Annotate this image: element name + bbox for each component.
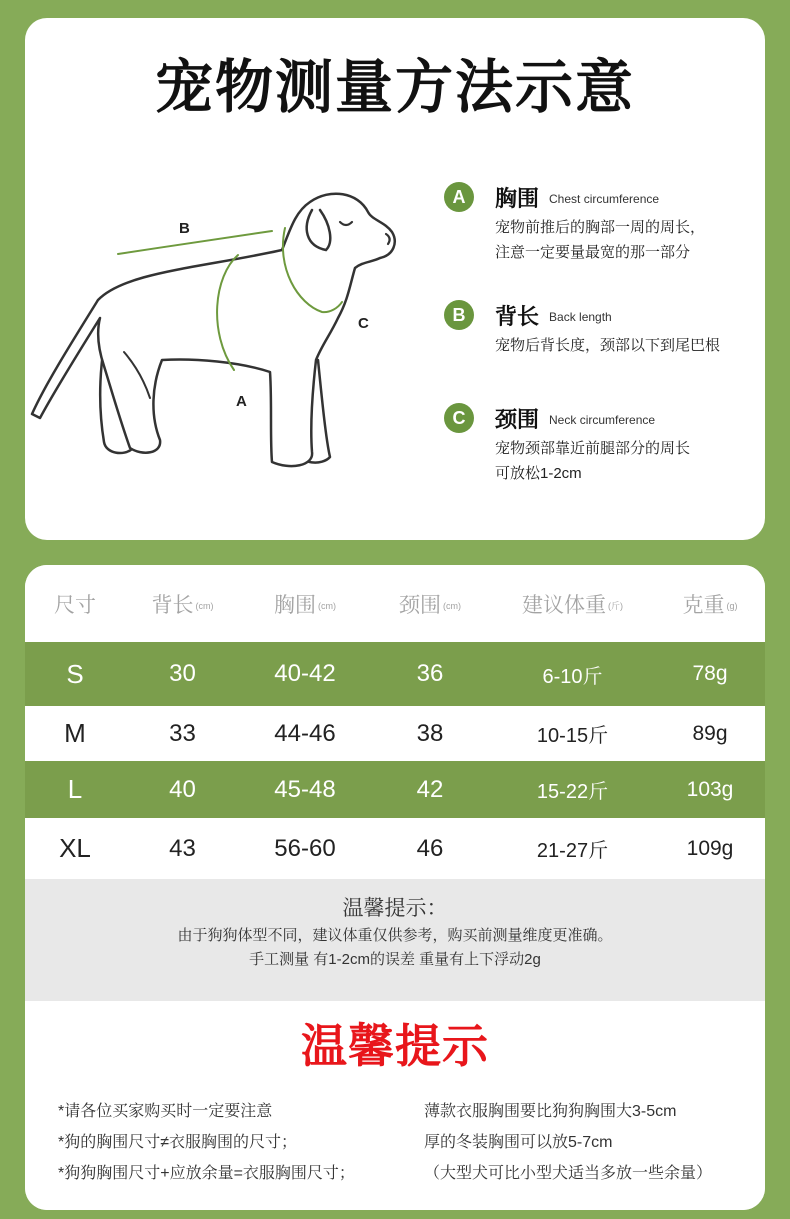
measure-description [444,333,754,358]
measurement-guide-card [25,18,765,540]
gram-cell: 103g [686,777,734,801]
tip-line: 厚的冬装胸围可以放5-7cm [424,1134,613,1151]
tip-line: *狗狗胸围尺寸+应放余量=衣服胸围尺寸； [58,1165,355,1182]
table-row [25,761,765,818]
gram-cell: 78g [692,662,728,685]
label-a: A [236,393,247,410]
header-label: 胸围 [274,593,316,617]
gram-cell: 109g [686,836,734,860]
header-unit: (g) [726,600,738,611]
size-table-card [25,565,765,1210]
weight-cell: 15-22斤 [536,781,609,803]
description-line: 宠物后背长度，颈部以下到尾巴根 [495,337,721,354]
chest-cell: 40-42 [274,660,336,687]
measure-header [444,182,754,212]
neck-cell: 36 [416,660,444,687]
notice-title: 温馨提示： [342,897,448,920]
header-unit: (cm) [443,600,461,611]
dog-body-outline [32,194,395,466]
tips-title: 温馨提示 [301,1020,489,1072]
chest-cell: 56-60 [274,834,336,862]
size-cell: M [64,718,86,748]
weight-cell: 6-10斤 [542,665,603,688]
tip-line: 薄款衣服胸围要比狗狗胸围大3-5cm [424,1103,677,1120]
notice-line: 手工测量 有1-2cm的误差 重量有上下浮动2g [249,951,541,968]
table-row [25,818,765,879]
weight-cell: 21-27斤 [536,840,609,862]
size-cell: L [67,774,83,804]
neck-cell: 42 [416,775,444,803]
measure-item-neck [444,403,754,486]
table-header [25,565,765,642]
neck-cell: 38 [416,719,444,747]
header-unit: (斤) [608,601,623,612]
description-line: 宠物前推后的胸部一周的周长， [495,219,706,236]
header-weight [490,589,655,619]
gram-cell: 89g [692,721,728,745]
badge-c: C [444,403,474,433]
header-label: 颈围 [399,593,441,617]
back-cell: 43 [169,834,196,862]
header-label: 背长 [151,593,194,617]
measure-english: Neck circumference [549,413,656,427]
measure-english: Back length [549,310,612,324]
measure-header [444,300,754,330]
notice-section [25,879,765,1001]
table-row [25,706,765,761]
chest-cell: 45-48 [274,775,336,803]
notice-line: 由于狗狗体型不同，建议体重仅供参考，购买前测量维度更准确。 [177,927,613,944]
tips-left-column [58,1096,355,1189]
badge-b: B [444,300,474,330]
measure-name: 背长 [495,303,540,329]
header-chest [240,589,370,619]
label-c: C [358,315,369,332]
description-line: 注意一定要量最宽的那一部分 [495,244,691,261]
tips-section [25,1001,765,1210]
back-cell: 40 [169,775,196,803]
neck-cell: 46 [416,834,444,862]
badge-a: A [444,182,474,212]
header-size [25,589,125,619]
measure-description [444,436,754,486]
size-cell: S [66,658,84,689]
size-cell: XL [59,833,91,863]
header-back-length [125,589,240,619]
tips-right-column [424,1096,712,1189]
measure-header [444,403,754,433]
weight-cell: 10-15斤 [536,725,609,747]
back-cell: 30 [169,660,196,687]
page-title: 宠物测量方法示意 [154,55,635,120]
measure-item-back [444,300,754,358]
table-row [25,642,765,706]
tip-line: （大型犬可比小型犬适当多放一些余量） [424,1165,713,1182]
header-label: 建议体重 [522,593,606,617]
tip-line: *狗的胸围尺寸≠衣服胸围的尺寸； [58,1134,298,1151]
header-gram [655,589,765,619]
measure-english: Chest circumference [549,192,660,206]
header-label: 尺寸 [54,593,96,617]
measure-name: 胸围 [495,185,540,211]
label-b: B [179,220,190,237]
chest-cell: 44-46 [274,719,336,747]
back-cell: 33 [169,719,196,747]
measure-item-chest [444,182,754,265]
description-line: 宠物颈部靠近前腿部分的周长 [495,440,691,457]
measure-name: 颈围 [495,406,540,432]
header-unit: (cm) [195,600,214,611]
header-unit: (cm) [318,600,336,611]
header-neck [370,589,490,619]
measure-description [444,215,754,265]
back-length-line [118,231,272,254]
tip-line: *请各位买家购买时一定要注意 [58,1103,273,1120]
description-line: 可放松1-2cm [495,465,582,482]
header-label: 克重 [682,593,725,617]
